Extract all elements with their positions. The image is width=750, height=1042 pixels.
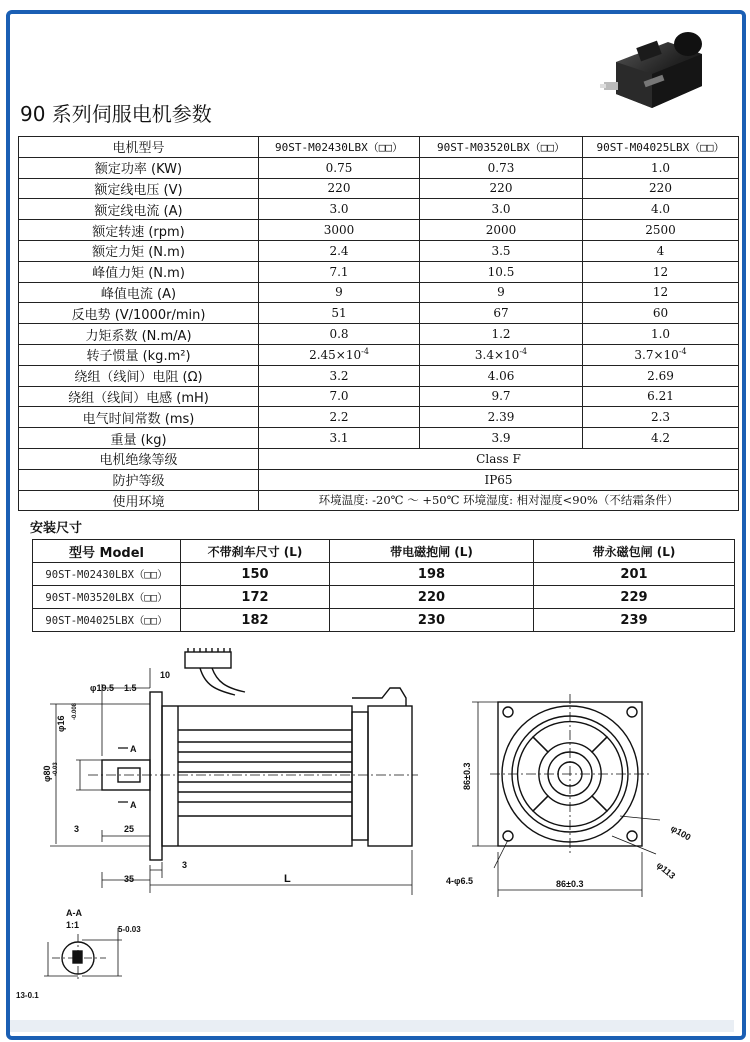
- dim-3a: 3: [74, 824, 80, 834]
- row-label: 90ST-M03520LBX（□□）: [33, 586, 181, 609]
- row-value: 12: [583, 261, 739, 282]
- row-value: 2.2: [259, 407, 420, 428]
- table-row: [33, 540, 735, 563]
- technical-drawing: [0, 640, 750, 1020]
- row-label: 90ST-M04025LBX（□□）: [33, 609, 181, 632]
- table-row: [33, 563, 735, 586]
- row-value: 0.73: [420, 157, 583, 178]
- dim-step: 1.5: [124, 683, 137, 693]
- spec-value: [420, 344, 583, 365]
- row-value: 230: [330, 609, 534, 632]
- dim-shaft-dia: φ16: [56, 715, 66, 732]
- row-label: 反电势 (V/1000r/min): [19, 303, 259, 324]
- table-row: [19, 220, 739, 241]
- row-label: 峰值力矩 (N.m): [19, 261, 259, 282]
- row-value: 239: [534, 609, 735, 632]
- table-row: [19, 365, 739, 386]
- dim-100: φ100: [669, 823, 693, 843]
- table-row: [19, 386, 739, 407]
- dim-86-horizontal: 86±0.3: [556, 879, 584, 889]
- row-value: 3000: [259, 220, 420, 241]
- row-label: 重量 (kg): [19, 428, 259, 449]
- dim-13: 13-0.1: [16, 991, 39, 1000]
- table-row: [19, 157, 739, 178]
- table-row: [19, 324, 739, 345]
- spec-header-cell: 电机型号: [19, 137, 259, 158]
- row-value: 4.2: [583, 428, 739, 449]
- row-value: 2.4: [259, 240, 420, 261]
- inertia-exp: -4: [361, 347, 369, 357]
- row-value: 9: [420, 282, 583, 303]
- spec-value: [583, 344, 739, 365]
- spec-table: [18, 136, 739, 511]
- row-value: 201: [534, 563, 735, 586]
- row-value: 51: [259, 303, 420, 324]
- inertia-base: 2.45×10: [309, 348, 362, 363]
- table-row: [19, 178, 739, 199]
- row-value: 6.21: [583, 386, 739, 407]
- row-value: 182: [181, 609, 330, 632]
- environment-value: 环境温度: -20℃ ～ +50℃ 环境湿度: 相对湿度<90%（不结霜条件）: [259, 490, 739, 511]
- spec-value: [259, 344, 420, 365]
- row-label: 力矩系数 (N.m/A): [19, 324, 259, 345]
- inertia-exp: -4: [678, 347, 687, 357]
- row-label: 绕组（线间）电阻 (Ω): [19, 365, 259, 386]
- spec-label: 电机绝缘等级: [19, 448, 259, 469]
- install-table: [32, 539, 735, 632]
- row-value: 1.0: [583, 324, 739, 345]
- row-value: 229: [534, 586, 735, 609]
- row-value: 150: [181, 563, 330, 586]
- row-label: 额定线电流 (A): [19, 199, 259, 220]
- table-row: [19, 261, 739, 282]
- dim-35: 35: [124, 874, 135, 884]
- section-marker-a: A: [130, 800, 137, 810]
- row-value: 2000: [420, 220, 583, 241]
- spec-header-cell: 90ST-M04025LBX（□□）: [583, 137, 739, 158]
- row-label: 峰值电流 (A): [19, 282, 259, 303]
- row-value: 220: [330, 586, 534, 609]
- footer-band: [10, 1020, 734, 1032]
- dim-10: 10: [160, 670, 171, 680]
- spec-label: 使用环境: [19, 490, 259, 511]
- table-row: [19, 137, 739, 158]
- insulation-value: Class F: [259, 448, 739, 469]
- row-value: 67: [420, 303, 583, 324]
- dim-holes: 4-φ6.5: [446, 876, 473, 886]
- row-value: 2500: [583, 220, 739, 241]
- row-value: 9.7: [420, 386, 583, 407]
- connector: [185, 652, 231, 668]
- row-value: 3.9: [420, 428, 583, 449]
- table-row: [19, 448, 739, 469]
- install-header-cell: 带永磁包闸 (L): [534, 540, 735, 563]
- dim-3b: 3: [182, 860, 188, 870]
- section-title: A-A: [66, 908, 82, 918]
- spec-header-cell: 90ST-M03520LBX（□□）: [420, 137, 583, 158]
- spec-header-cell: 90ST-M02430LBX（□□）: [259, 137, 420, 158]
- row-label: 绕组（线间）电感 (mH): [19, 386, 259, 407]
- table-row: [19, 282, 739, 303]
- row-value: 198: [330, 563, 534, 586]
- row-value: 172: [181, 586, 330, 609]
- row-value: 0.8: [259, 324, 420, 345]
- row-label: 额定转速 (rpm): [19, 220, 259, 241]
- table-row: [33, 609, 735, 632]
- install-header-cell: 型号 Model: [33, 540, 181, 563]
- row-value: 10.5: [420, 261, 583, 282]
- row-value: 9: [259, 282, 420, 303]
- dim-pilot: φ80: [42, 765, 52, 782]
- row-value: 0.75: [259, 157, 420, 178]
- row-value: 1.0: [583, 157, 739, 178]
- inertia-base: 3.7×10: [634, 348, 679, 363]
- spec-label: 转子惯量 (kg.m²): [19, 344, 259, 365]
- page-title: 90 系列伺服电机参数: [20, 102, 212, 126]
- row-value: 3.0: [259, 199, 420, 220]
- protection-value: IP65: [259, 469, 739, 490]
- row-value: 3.5: [420, 240, 583, 261]
- inertia-base: 3.4×10: [474, 348, 520, 363]
- install-header-cell: 带电磁抱闸 (L): [330, 540, 534, 563]
- row-label: 额定功率 (KW): [19, 157, 259, 178]
- inertia-exp: -4: [519, 347, 528, 357]
- dim-key: 5-0.03: [118, 925, 141, 934]
- dim-86-vertical: 86±0.3: [462, 762, 472, 790]
- dim-shaft-top: φ19.5: [90, 683, 114, 693]
- dim-shaft-tol: -0.008: [72, 702, 78, 720]
- row-value: 2.69: [583, 365, 739, 386]
- dim-113: φ113: [654, 859, 678, 882]
- motor-photo: [598, 24, 710, 116]
- row-value: 7.1: [259, 261, 420, 282]
- table-row: [19, 303, 739, 324]
- table-row: [33, 586, 735, 609]
- section-scale: 1:1: [66, 920, 80, 930]
- table-row: [19, 428, 739, 449]
- row-label: 电气时间常数 (ms): [19, 407, 259, 428]
- row-value: 4.0: [583, 199, 739, 220]
- row-value: 12: [583, 282, 739, 303]
- table-row: [19, 490, 739, 511]
- row-value: 220: [583, 178, 739, 199]
- row-value: 1.2: [420, 324, 583, 345]
- section-marker-a: A: [130, 744, 137, 754]
- row-value: 220: [259, 178, 420, 199]
- row-label: 90ST-M02430LBX（□□）: [33, 563, 181, 586]
- row-value: 7.0: [259, 386, 420, 407]
- table-row: [19, 469, 739, 490]
- row-label: 额定力矩 (N.m): [19, 240, 259, 261]
- row-value: 2.3: [583, 407, 739, 428]
- table-row: [19, 344, 739, 365]
- dim-L: L: [284, 873, 291, 885]
- spec-label: 防护等级: [19, 469, 259, 490]
- row-value: 4: [583, 240, 739, 261]
- install-header-cell: 不带刹车尺寸 (L): [181, 540, 330, 563]
- row-label: 额定线电压 (V): [19, 178, 259, 199]
- row-value: 3.0: [420, 199, 583, 220]
- dim-25: 25: [124, 824, 135, 834]
- row-value: 3.2: [259, 365, 420, 386]
- row-value: 60: [583, 303, 739, 324]
- table-row: [19, 407, 739, 428]
- install-title: 安装尺寸: [30, 521, 83, 536]
- dim-pilot-tol: -0.03: [53, 762, 59, 776]
- table-row: [19, 240, 739, 261]
- row-value: 4.06: [420, 365, 583, 386]
- row-value: 3.1: [259, 428, 420, 449]
- table-row: [19, 199, 739, 220]
- row-value: 2.39: [420, 407, 583, 428]
- row-value: 220: [420, 178, 583, 199]
